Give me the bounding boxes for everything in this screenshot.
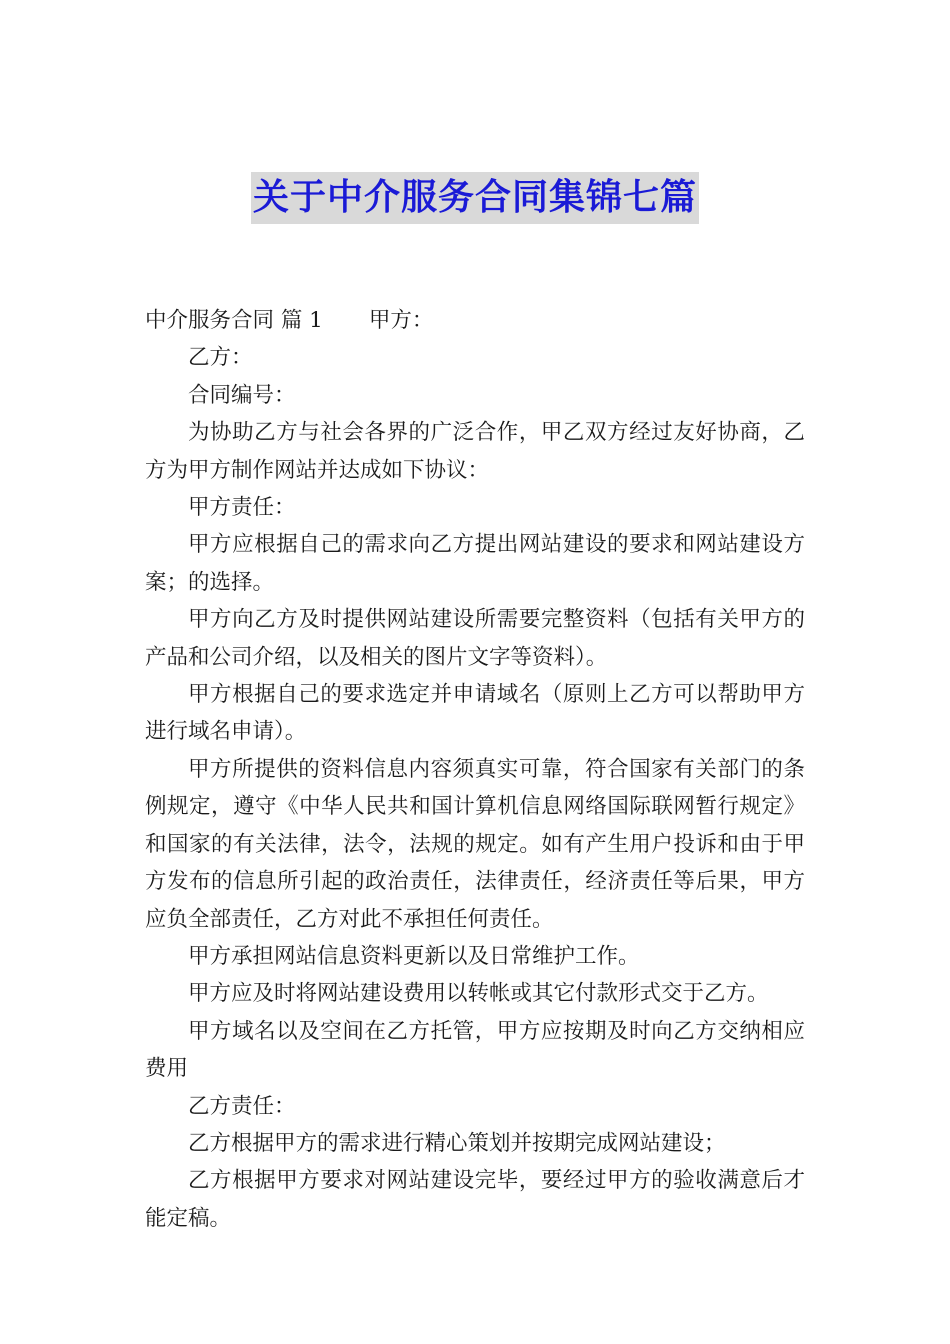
paragraph-party-a-duties-heading: 甲方责任： <box>188 495 296 521</box>
paragraph-party-a-duty-5: 甲方承担网站信息资料更新以及日常维护工作。 <box>188 943 640 969</box>
paragraph-contract-number: 合同编号： <box>188 382 296 408</box>
paragraph-party-a-duty-3: 甲方根据自己的要求选定并申请域名（原则上乙方可以帮助甲方进行域名申请）。 <box>145 682 805 745</box>
paragraph-party-b-duties-heading: 乙方责任： <box>188 1093 296 1119</box>
paragraph-party-a-duty-2: 甲方向乙方及时提供网站建设所需要完整资料（包括有关甲方的产品和公司介绍，以及相关的图片文字等资料）。 <box>145 607 805 670</box>
party-a-label: 甲方： <box>368 308 434 333</box>
paragraph-party-a-duty-4: 甲方所提供的资料信息内容须真实可靠，符合国家有关部门的条例规定，遵守《中华人民共和国计算机信息网络国际联网暂行规定》和国家的有关法律，法令，法规的规定。如有产生用户投诉和由于甲方发布的信息所引起的政治责任，法律责任，经济责任等后果，甲方应负全部责任，乙方对此不承担任何责任。 <box>145 756 805 932</box>
document-title: 关于中介服务合同集锦七篇 <box>251 172 699 224</box>
paragraph-party-b-duty-2: 乙方根据甲方要求对网站建设完毕，要经过甲方的验收满意后才能定稿。 <box>145 1168 805 1231</box>
paragraph-party-a-duty-7: 甲方域名以及空间在乙方托管，甲方应按期及时向乙方交纳相应费用 <box>145 1018 805 1082</box>
section-heading: 中介服务合同 篇 1 <box>145 308 323 333</box>
first-line <box>145 302 805 339</box>
document-body <box>145 302 805 1237</box>
paragraph-purpose: 为协助乙方与社会各界的广泛合作，甲乙双方经过友好协商，乙方为甲方制作网站并达成如下协议： <box>145 420 805 483</box>
paragraph-party-a-duty-6: 甲方应及时将网站建设费用以转帐或其它付款形式交于乙方。 <box>188 981 769 1007</box>
paragraph-party-b-duty-1: 乙方根据甲方的需求进行精心策划并按期完成网站建设； <box>188 1130 726 1156</box>
paragraph-party-b: 乙方： <box>188 345 253 371</box>
paragraph-party-a-duty-1: 甲方应根据自己的需求向乙方提出网站建设的要求和网站建设方案；的选择。 <box>145 532 805 595</box>
title-container <box>0 172 950 224</box>
